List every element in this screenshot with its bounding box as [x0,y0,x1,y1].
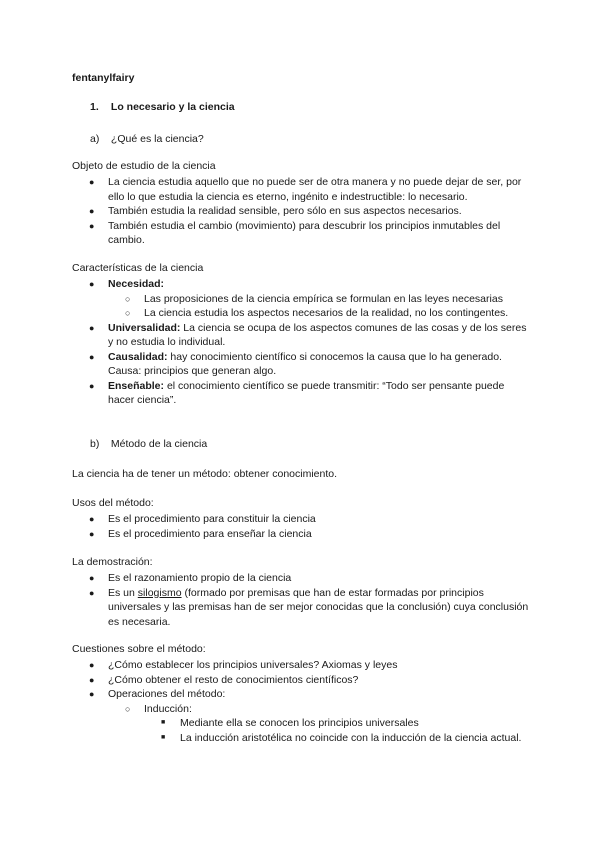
square-bullet-icon: ■ [161,733,166,741]
list-item: ● Enseñable: el conocimiento científico se puede transmitir: “Todo ser pensante puede hacer ciencia”. [89,379,505,406]
list-item: ● Operaciones del método: ○ Inducción: ■ Mediante ella se conocen los principios universales ■ La inducción aristotélica no coincide con la inducción de la ciencia actual. [72,687,532,745]
operaciones-sublist [108,702,532,746]
bullet-icon: ● [89,206,95,216]
subsection-letter: b) [90,438,100,450]
cuestiones-list [72,658,532,745]
subsection-letter: a) [90,133,100,145]
bullet-icon: ● [89,587,95,598]
list-item: ● Necesidad: ○ Las proposiciones de la ciencia empírica se formulan en las leyes necesarias ○ La ciencia estudia los aspectos necesarios de la realidad, no los contingentes. [72,277,532,321]
list-item: ○ Inducción: ■ Mediante ella se conocen los principios universales ■ La inducción aristotélica no coincide con la inducción de la ciencia actual. [108,702,532,746]
list-item: ■ Mediante ella se conocen los principios universales [161,717,419,729]
bullet-icon: ● [89,514,95,524]
list-item: ● Es el procedimiento para enseñar la ciencia [89,527,312,540]
square-bullet-icon: ■ [161,719,166,726]
demostracion-title: La demostración: [72,556,153,568]
heading-number: 1. [90,101,99,113]
list-item: ● Es un silogismo (formado por premisas que han de estar formadas por principios universales y las premisas han de ser mejor conocidas que la conclusión) cuya conclusión es necesaria. [89,586,529,628]
subsection-b [90,438,207,450]
objeto-title: Objeto de estudio de la ciencia [72,160,216,172]
list-item: ● Es el procedimiento para constituir la ciencia [89,513,316,525]
usos-title: Usos del método: [72,497,154,509]
list-item: ● Universalidad: La ciencia se ocupa de los aspectos comunes de las cosas y de los seres y no estudia lo individual. [89,321,527,348]
caracteristicas-title: Características de la ciencia [72,262,204,274]
cuestiones-title: Cuestiones sobre el método: [72,643,206,655]
list-item: ● También estudia la realidad sensible, pero sólo en sus aspectos necesarios. [89,205,462,217]
bullet-icon: ● [89,220,95,231]
list-item: ● ¿Cómo establecer los principios universales? Axiomas y leyes [89,659,398,671]
list-item: ○ Las proposiciones de la ciencia empírica se formulan en las leyes necesarias [125,292,503,305]
metodo-intro: La ciencia ha de tener un método: obtener conocimiento. [72,468,338,480]
bullet-icon: ● [89,177,95,187]
list-item: ● La ciencia estudia aquello que no puede ser de otra manera y no puede dejar de ser, por ello lo que estudia la ciencia es eterno, ingénito e indestructible: lo necesario. [89,176,522,203]
bullet-icon: ● [89,573,95,583]
bullet-icon: ● [89,279,95,289]
list-item: ● ¿Cómo obtener el resto de conocimientos científicos? [89,673,359,686]
objeto-list [72,175,532,248]
bullet-icon: ● [89,351,95,362]
circle-bullet-icon: ○ [125,703,131,714]
bullet-icon: ● [89,674,95,685]
caracteristicas-list [72,277,532,408]
subsection-title: ¿Qué es la ciencia? [110,133,204,145]
author-name: fentanylfairy [72,72,135,84]
demostracion-list [72,571,532,629]
bullet-icon: ● [89,528,95,539]
silogismo-link[interactable]: silogismo [137,586,182,599]
subsection-a [90,133,204,145]
bullet-icon: ● [89,322,95,333]
bullet-icon: ● [89,660,95,670]
bullet-icon: ● [89,689,95,699]
circle-bullet-icon: ○ [125,308,131,318]
list-item: ● Causalidad: hay conocimiento científico si conocemos la causa que lo ha generado. Causa: principios que generan algo. [89,350,502,377]
usos-list [72,512,532,541]
heading-title: Lo necesario y la ciencia [110,101,235,113]
subsection-title: Método de la ciencia [110,438,208,450]
bullet-icon: ● [89,380,95,391]
list-item: ■ La inducción aristotélica no coincide con la inducción de la ciencia actual. [161,731,522,744]
circle-bullet-icon: ○ [125,293,131,304]
list-item: ● También estudia el cambio (movimiento) para descubrir los principios inmutables del cambio. [89,219,501,246]
necesidad-sublist [108,292,532,321]
list-item: ○ La ciencia estudia los aspectos necesarios de la realidad, no los contingentes. [125,307,509,319]
section-heading [90,101,235,113]
induccion-sublist [144,716,532,745]
list-item: ● Es el razonamiento propio de la ciencia [89,572,292,584]
